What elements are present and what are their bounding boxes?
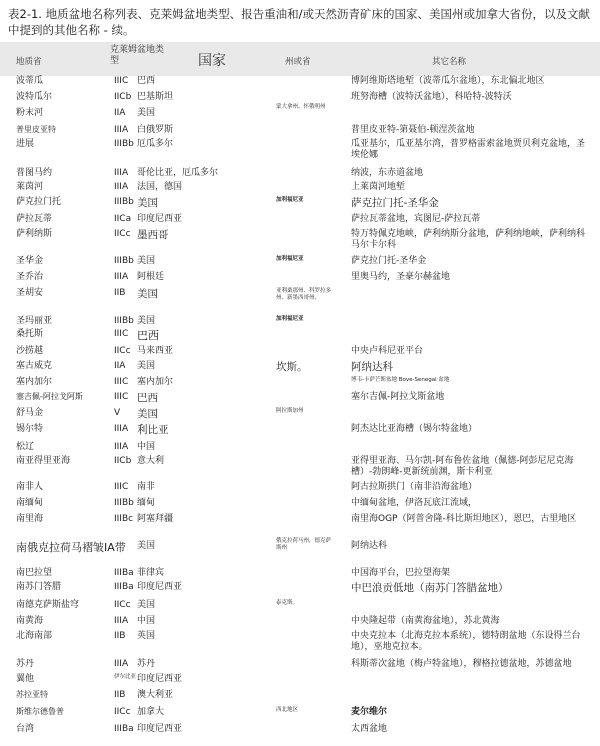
basin-name: 南黄海 <box>16 616 44 626</box>
basin-name: 松辽 <box>16 442 35 452</box>
country: 墨西哥 <box>137 229 169 241</box>
basin-type: IICa <box>114 214 132 224</box>
basin-name: 塞吉佩-阿拉戈阿斯 <box>16 392 83 401</box>
other-names: 博阿维斯塔地堑（波蒂瓜尔盆地），东北偏北地区 <box>351 76 545 86</box>
other-names: 中缅甸盆地，伊洛瓦底江流域， <box>351 498 478 508</box>
basin-type: IICc <box>114 229 131 239</box>
basin-name: 台湾 <box>16 724 35 734</box>
basin-name: 苏拉亚特 <box>16 690 48 699</box>
other-names: 中央克拉本（北海克拉本系统），德特朗盆地（东设得兰台地），巫地克拉本。 <box>351 631 581 652</box>
country: 巴西 <box>137 392 158 404</box>
basin-name: 南缅甸 <box>16 498 44 508</box>
basin-name: 翼他 <box>16 674 35 684</box>
basin-name: 南巴拉望 <box>16 568 53 578</box>
other-names: 中央隆起带（南黄海盆地），苏北黄海 <box>351 616 500 626</box>
basin-type: IIIA <box>114 182 129 192</box>
basin-name: 舒马金 <box>16 408 44 418</box>
country: 中国 <box>137 616 156 626</box>
country: 阿根廷 <box>137 272 165 282</box>
other-names: 萨克拉门托-圣华金 <box>351 197 439 209</box>
basin-type: IICc <box>114 346 131 356</box>
basin-name: 粉末河 <box>16 108 44 118</box>
country: 英国 <box>137 631 156 641</box>
basin-type: IIIA <box>114 125 129 135</box>
country: 印度尼西亚 <box>137 724 183 734</box>
other-names: 博韦-卡萨芒斯盆地 Bove-Senegal 盆地 <box>351 377 450 383</box>
country: 巴西 <box>137 76 156 86</box>
basin-name: 波蒂瓜 <box>16 76 44 86</box>
basin-type: IIIA <box>114 659 129 669</box>
state: 阿拉斯加州 <box>276 408 304 414</box>
state: 泰克斯。 <box>276 600 299 606</box>
basin-name: 南里海 <box>16 514 44 524</box>
basin-type: IIIBa <box>114 724 134 734</box>
basin-name: 波特瓜尔 <box>16 92 53 102</box>
other-names: 纳波，东赤道盆地 <box>351 168 424 178</box>
country: 美国 <box>137 408 158 420</box>
basin-name: 圣胡安 <box>16 288 44 298</box>
country: 南非 <box>137 482 156 492</box>
state: 西北地区 <box>276 707 299 713</box>
basin-type: IIA <box>114 361 126 371</box>
basin-type: IIIBa <box>114 568 134 578</box>
other-names: 上莱茵河地堑 <box>351 182 406 192</box>
country: 美国 <box>137 541 156 551</box>
other-names: 阿纳达科 <box>351 361 393 373</box>
header-country: 国家 <box>198 53 226 69</box>
country: 中国 <box>137 442 156 452</box>
country: 印度尼西亚 <box>137 582 183 592</box>
other-names: 阿纳达科 <box>351 541 388 551</box>
country: 美国 <box>137 600 156 610</box>
basin-type: IICc <box>114 600 131 610</box>
basin-type: 伊尔比亚 <box>114 674 137 680</box>
basin-name: 圣乔治 <box>16 272 44 282</box>
basin-name: 圣华金 <box>16 256 44 266</box>
basin-type: IIIBb <box>114 197 134 207</box>
country: 利比亚 <box>137 424 169 436</box>
basin-name: 锡尔特 <box>16 424 44 434</box>
basin-type: IIB <box>114 690 126 700</box>
country: 巴基斯坦 <box>137 92 174 102</box>
other-names: 普里皮亚特-第聂伯-顿涅茨盆地 <box>351 125 475 135</box>
basin-type: IIIC <box>114 377 129 387</box>
country: 印度尼西亚 <box>137 674 183 684</box>
country: 美国 <box>137 108 156 118</box>
country: 美国 <box>137 316 156 326</box>
basin-type: IICb <box>114 92 132 102</box>
other-names: 塞尔吉佩-阿拉戈斯盆地 <box>351 392 445 402</box>
basin-name: 南德克萨斯盐穹 <box>16 600 80 610</box>
basin-name: 普里皮亚特 <box>16 125 56 134</box>
country: 澳大利亚 <box>137 690 174 700</box>
state: 加利福尼亚 <box>276 316 304 322</box>
country: 塞内加尔 <box>137 377 174 387</box>
basin-name: 斯维尔德鲁普 <box>16 707 64 716</box>
country: 苏丹 <box>137 659 156 669</box>
basin-type: IIIBb <box>114 256 134 266</box>
other-names: 瓜亚基尔，瓜亚基尔湾，普罗格雷索盆地贾贝利克盆地，圣埃伦娜 <box>351 139 586 160</box>
other-names: 太西盆地 <box>351 724 388 734</box>
other-names: 麦尔维尔 <box>351 707 388 717</box>
header-state: 州或省 <box>285 57 311 67</box>
basin-name: 普图马约 <box>16 168 53 178</box>
basin-name: 苏丹 <box>16 659 35 669</box>
basin-type: IIIBb <box>114 139 134 149</box>
basin-name: 北海南部 <box>16 631 53 641</box>
basin-type: IIIA <box>114 424 129 434</box>
basin-name: 萨利纳斯 <box>16 229 53 239</box>
basin-name: 南亚得里亚海 <box>16 456 71 466</box>
other-names: 中国海平台，巴拉望海架 <box>351 568 451 578</box>
country: 白俄罗斯 <box>137 125 174 135</box>
basin-name: 桑托斯 <box>16 329 44 339</box>
basin-name: 沙捞越 <box>16 346 44 356</box>
basin-type: IIIA <box>114 168 129 178</box>
state: 俄克拉荷马州，德克萨斯州 <box>276 538 332 551</box>
other-names: 阿杰达比亚海槽（锡尔特盆地） <box>351 424 478 434</box>
other-names: 特万特佩克地峡，萨利纳斯分盆地，萨利纳地峡，萨利纳科马尔卡尔科 <box>351 229 586 250</box>
country: 意大利 <box>137 456 165 466</box>
country: 印度尼西亚 <box>137 214 183 224</box>
state: 坎斯。 <box>276 361 308 373</box>
basin-type: IICb <box>114 456 132 466</box>
other-names: 中央卢科尼亚平台 <box>351 346 424 356</box>
basin-type: IIIC <box>114 482 129 492</box>
other-names: 南里海OGP（阿普舍隆-科比斯坦地区），恩巴，古里地区 <box>351 514 577 524</box>
basin-name: 南俄克拉荷马褶皱IA带 <box>16 541 126 554</box>
basin-type: IIIC <box>114 392 129 402</box>
country: 阿塞拜疆 <box>137 514 174 524</box>
country: 马来西亚 <box>137 346 174 356</box>
basin-name: 萨克拉门托 <box>16 197 62 207</box>
basin-name: 进展 <box>16 139 35 149</box>
basin-type: IICc <box>114 707 131 717</box>
basin-type: IIIBb <box>114 316 134 326</box>
basin-type: IIIC <box>114 329 129 339</box>
other-names: 科斯蒂次盆地（梅卢特盆地），穆格拉德盆地，苏德盆地 <box>351 659 572 669</box>
basin-type: V <box>114 408 121 418</box>
header-basin: 地质省 <box>16 57 42 67</box>
basin-type: IIIA <box>114 272 129 282</box>
header-type: 克莱姆盆地类型 <box>110 45 165 66</box>
basin-name: 莱茵河 <box>16 182 44 192</box>
basin-name: 圣玛丽亚 <box>16 316 53 326</box>
basin-type: IIIA <box>114 616 129 626</box>
country: 美国 <box>137 256 156 266</box>
basin-type: IIB <box>114 631 126 641</box>
other-names: 萨拉瓦蒂盆地，宾图尼-萨拉瓦蒂 <box>351 214 481 224</box>
country: 美国 <box>137 197 158 209</box>
state: 蒙大拿州、怀俄明州 <box>276 104 326 110</box>
table-caption: 表2-1. 地质盆地名称列表、克莱姆盆地类型、报告重油和/或天然沥青矿床的国家、美国州或加拿大省份，以及文献中提到的其他名称 - 续。 <box>8 7 590 37</box>
basin-name: 塞内加尔 <box>16 377 53 387</box>
country: 菲律宾 <box>137 568 165 578</box>
country: 法国，德国 <box>137 182 183 192</box>
basin-name: 萨拉瓦蒂 <box>16 214 53 224</box>
country: 美国 <box>137 288 158 300</box>
other-names: 里奥马约，圣豪尔赫盆地 <box>351 272 451 282</box>
country: 哥伦比亚，厄瓜多尔 <box>137 168 219 178</box>
basin-name: 南苏门答腊 <box>16 582 62 592</box>
other-names: 班努海槽（波特沃盆地），科哈特-波特沃 <box>351 92 512 102</box>
basin-type: IIIBb <box>114 498 134 508</box>
header-ref: 其它名称 <box>432 57 467 67</box>
basin-type: IIB <box>114 288 126 298</box>
state: 亚利桑那州、科罗拉多州、新墨西哥州、 <box>276 288 332 301</box>
basin-type: IIIC <box>114 76 129 86</box>
country: 缅甸 <box>137 498 156 508</box>
country: 巴西 <box>137 329 159 342</box>
state: 加利福尼亚 <box>276 256 304 262</box>
other-names: 萨克拉门托-圣华金 <box>351 256 427 266</box>
basin-type: IIIA <box>114 442 129 452</box>
country: 美国 <box>137 361 156 371</box>
basin-name: 南非人 <box>16 482 44 492</box>
basin-type: IIA <box>114 108 126 118</box>
basin-name: 塞古威克 <box>16 361 53 371</box>
other-names: 阿古拉斯拱门（南非沿海盆地） <box>351 482 478 492</box>
country: 厄瓜多尔 <box>137 139 174 149</box>
other-names: 中巴浪贡低地（南苏门答腊盆地） <box>351 582 509 594</box>
other-names: 亚得里亚海、马尔凯-阿布鲁佐盆地（佩德-阿彭尼尼克海槽）-勃朗峰-更新统前渊，斯卡利亚 <box>351 456 574 477</box>
basin-type: IIIBc <box>114 514 134 524</box>
basin-type: IIIBa <box>114 582 134 592</box>
state: 加利福尼亚 <box>276 197 304 203</box>
country: 加拿大 <box>137 707 165 717</box>
table-header <box>0 42 600 76</box>
